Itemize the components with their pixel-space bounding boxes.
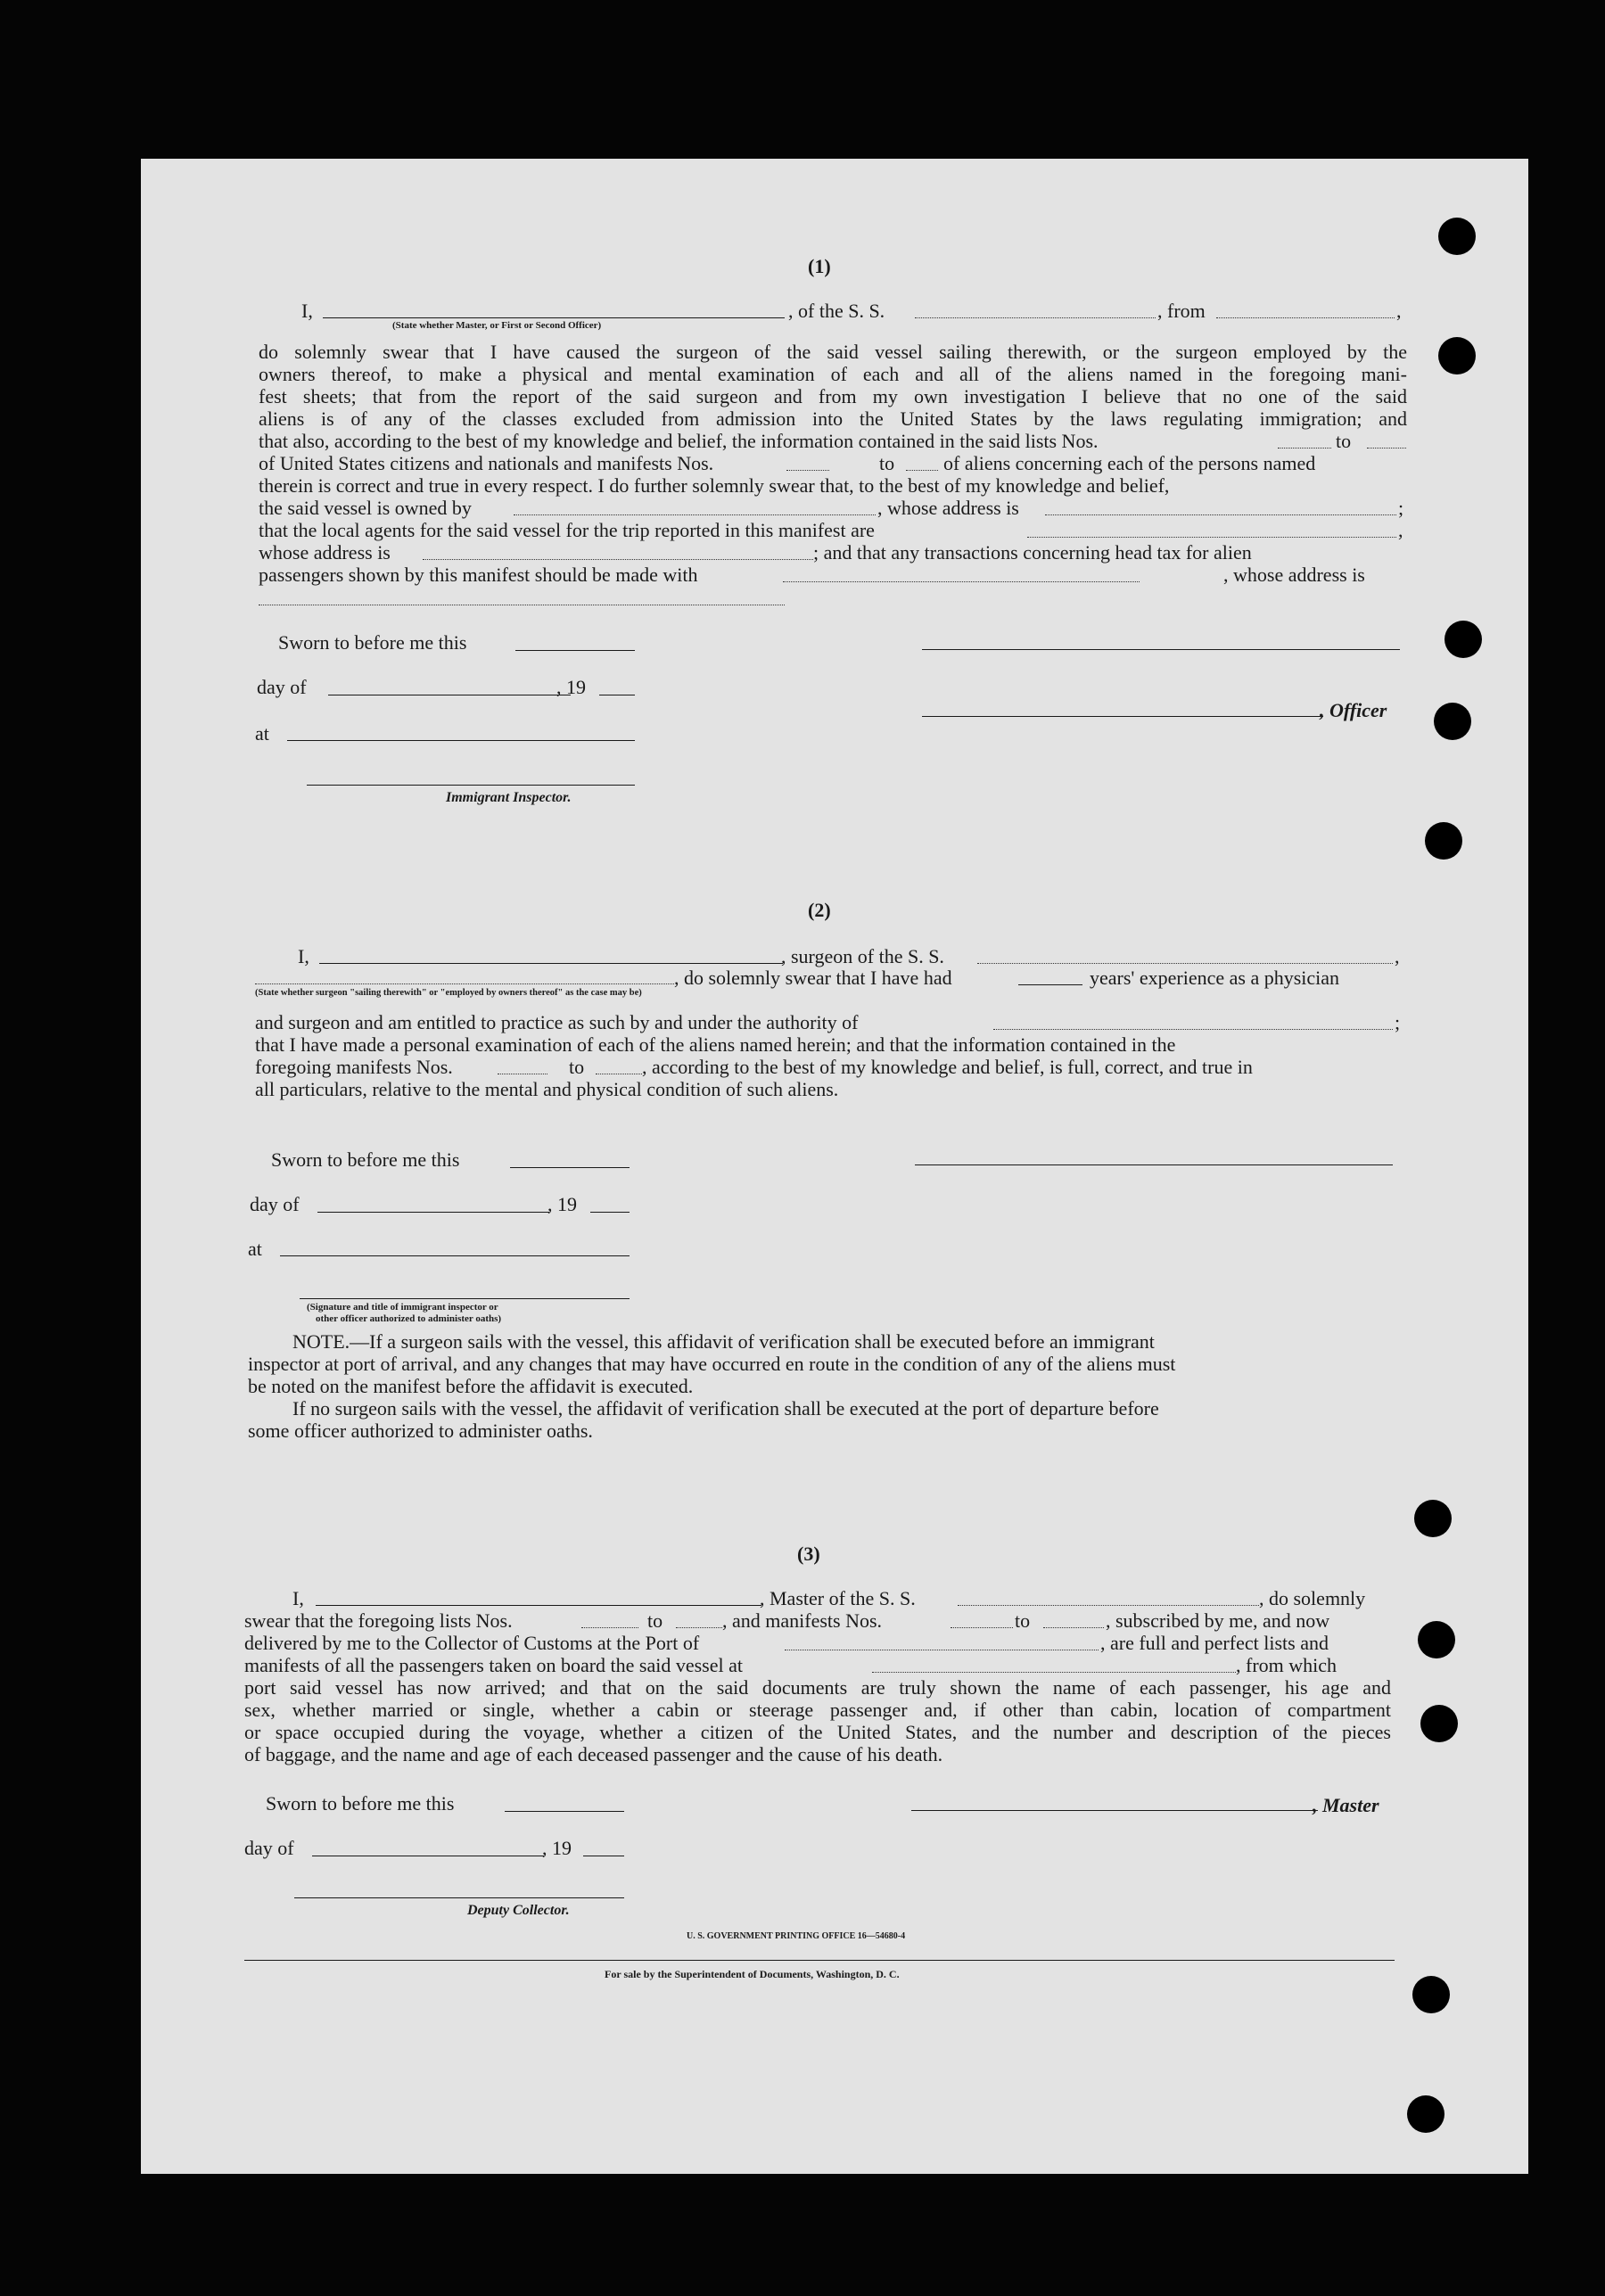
blank-field: [676, 1627, 722, 1628]
oath-line: , from: [1157, 300, 1206, 322]
oath-line: , surgeon of the S. S.: [781, 945, 944, 967]
blank-field: [1018, 984, 1082, 985]
oath-line: , are full and perfect lists and: [1100, 1632, 1329, 1654]
signature-hint: other officer authorized to administer oaths): [316, 1313, 502, 1324]
oath-line: , from which: [1236, 1654, 1338, 1676]
oath-line: to: [1015, 1609, 1031, 1632]
day-label: day of: [244, 1837, 294, 1859]
signature-line: [911, 1810, 1318, 1811]
field-hint: (State whether surgeon "sailing therewith" or "employed by owners thereof" as the case may be): [255, 988, 642, 998]
blank-field: [510, 1167, 630, 1168]
sworn-label: Sworn to before me this: [278, 631, 467, 654]
punch-hole: [1425, 822, 1462, 860]
oath-text-line: or space occupied during the voyage, whether a citizen of the United States, and the number and description of the pieces: [244, 1721, 1391, 1743]
signature-line: [294, 1897, 624, 1898]
note-line: be noted on the manifest before the affidavit is executed.: [248, 1375, 694, 1397]
section-number: (1): [808, 255, 831, 277]
signature-hint: (Signature and title of immigrant inspector or: [307, 1302, 498, 1313]
oath-text-line: owners thereof, to make a physical and mental examination of each and all of the aliens named in the foregoing mani-: [259, 363, 1407, 385]
oath-text-line: ; and that any transactions concerning head tax for alien: [813, 541, 1252, 564]
oath-text-line: that also, according to the best of my knowledge and belief, the information contained in the said lists Nos.: [259, 430, 1099, 452]
punch-hole: [1438, 218, 1476, 255]
oath-text-line: therein is correct and true in every respect. I do further solemnly swear that, to the best of my knowledge and belief,: [259, 474, 1170, 497]
blank-field: [786, 470, 829, 471]
oath-text-line: , whose address is: [877, 497, 1019, 519]
blank-field: [280, 1255, 630, 1256]
year-label: , 19: [547, 1193, 577, 1215]
oath-line: swear that the foregoing lists Nos.: [244, 1609, 513, 1632]
oath-line: , according to the best of my knowledge and belief, is full, correct, and true in: [642, 1056, 1253, 1078]
oath-line: and surgeon and am entitled to practice as such by and under the authority of: [255, 1011, 859, 1033]
oath-line: to: [569, 1056, 585, 1078]
sworn-label: Sworn to before me this: [271, 1148, 460, 1171]
year-label: , 19: [542, 1837, 572, 1859]
blank-field: [317, 1212, 549, 1213]
section-number: (2): [808, 899, 831, 921]
oath-paragraph: [259, 341, 1407, 430]
blank-field: [958, 1605, 1259, 1606]
footer-rule: [244, 1960, 1395, 1961]
day-label: day of: [250, 1193, 300, 1215]
oath-paragraph: [244, 1676, 1391, 1765]
blank-field: [1278, 448, 1331, 449]
blank-field: [255, 983, 674, 984]
blank-field: [581, 1627, 638, 1628]
oath-line: that I have made a personal examination of each of the aliens named herein; and that the information contained in the: [255, 1033, 1176, 1056]
signature-line: [922, 716, 1323, 717]
at-label: at: [255, 722, 269, 745]
blank-field: [951, 1627, 1013, 1628]
oath-line: ,: [1396, 300, 1402, 322]
oath-text-line: aliens is of any of the classes excluded from admission into the United States by the laws regulating immigration; and: [259, 407, 1407, 430]
sworn-label: Sworn to before me this: [266, 1792, 455, 1815]
blank-field: [1045, 514, 1396, 515]
oath-line: all particulars, relative to the mental and physical condition of such aliens.: [255, 1078, 839, 1100]
oath-text-line: the said vessel is owned by: [259, 497, 472, 519]
signature-line: [300, 1298, 630, 1299]
blank-field: [515, 650, 635, 651]
oath-line: ;: [1395, 1011, 1401, 1033]
printer-imprint: U. S. GOVERNMENT PRINTING OFFICE 16—54680-4: [687, 1931, 906, 1941]
oath-text-line: to: [1336, 430, 1352, 452]
punch-hole: [1414, 1500, 1452, 1537]
blank-field: [319, 963, 783, 964]
oath-line: I,: [298, 945, 309, 967]
oath-text-line: ;: [1398, 497, 1404, 519]
signature-line: [922, 649, 1400, 650]
officer-label: , Officer: [1320, 699, 1387, 721]
punch-hole: [1434, 703, 1471, 740]
oath-text-line: of United States citizens and nationals and manifests Nos.: [259, 452, 714, 474]
oath-line: , do solemnly: [1259, 1587, 1366, 1609]
master-label: , Master: [1313, 1794, 1379, 1816]
field-hint: (State whether Master, or First or Second Officer): [392, 320, 602, 331]
blank-field: [505, 1811, 624, 1812]
oath-text-line: , whose address is: [1223, 564, 1365, 586]
oath-text-line: whose address is: [259, 541, 391, 564]
inspector-label: Immigrant Inspector.: [446, 790, 572, 805]
punch-hole: [1418, 1621, 1455, 1658]
blank-field: [977, 963, 1393, 964]
blank-field: [906, 470, 938, 471]
blank-field: [514, 514, 876, 515]
oath-line: foregoing manifests Nos.: [255, 1056, 453, 1078]
oath-line: , and manifests Nos.: [722, 1609, 883, 1632]
punch-hole: [1438, 337, 1476, 374]
section-number: (3): [797, 1543, 820, 1565]
oath-line: ,: [1395, 945, 1400, 967]
oath-line: I,: [301, 300, 313, 322]
oath-line: delivered by me to the Collector of Customs at the Port of: [244, 1632, 700, 1654]
deputy-label: Deputy Collector.: [467, 1903, 570, 1918]
signature-line: [307, 785, 635, 786]
oath-text-line: of aliens concerning each of the persons named: [943, 452, 1316, 474]
blank-field: [1043, 1627, 1104, 1628]
oath-text-line: fest sheets; that from the report of the said surgeon and from my own investigation I believe that no one of the said: [259, 385, 1407, 407]
blank-field: [1367, 448, 1406, 449]
signature-line: [915, 1164, 1393, 1165]
note-line: NOTE.—If a surgeon sails with the vessel, this affidavit of verification shall be executed before an immigrant: [292, 1330, 1155, 1353]
oath-text-line: sex, whether married or single, whether a cabin or steerage passenger and, if other than cabin, location of compartment: [244, 1699, 1391, 1721]
day-label: day of: [257, 676, 307, 698]
punch-hole: [1407, 2095, 1444, 2133]
oath-line: I,: [292, 1587, 304, 1609]
oath-text-line: do solemnly swear that I have caused the surgeon of the said vessel sailing therewith, or the surgeon employed by the: [259, 341, 1407, 363]
oath-text-line: port said vessel has now arrived; and that on the said documents are truly shown the name of each passenger, his age and: [244, 1676, 1391, 1699]
blank-field: [590, 1212, 630, 1213]
oath-text-line: that the local agents for the said vessel for the trip reported in this manifest are: [259, 519, 875, 541]
blank-field: [423, 559, 813, 560]
blank-field: [323, 317, 785, 318]
blank-field: [316, 1605, 761, 1606]
at-label: at: [248, 1238, 262, 1260]
punch-hole: [1444, 621, 1482, 658]
oath-line: , Master of the S. S.: [760, 1587, 916, 1609]
blank-field: [1216, 317, 1395, 318]
oath-text-line: ,: [1398, 519, 1403, 541]
note-line: some officer authorized to administer oaths.: [248, 1420, 593, 1442]
blank-field: [287, 740, 635, 741]
note-line: If no surgeon sails with the vessel, the affidavit of verification shall be executed at the port of departure before: [292, 1397, 1159, 1420]
year-label: , 19: [556, 676, 586, 698]
oath-text-line: to: [879, 452, 895, 474]
oath-line: years' experience as a physician: [1090, 967, 1340, 989]
blank-field: [1027, 537, 1396, 538]
oath-text-line: passengers shown by this manifest should be made with: [259, 564, 698, 586]
oath-text-line: of baggage, and the name and age of each deceased passenger and the cause of his death.: [244, 1743, 943, 1765]
punch-hole: [1412, 1976, 1450, 2013]
blank-field: [872, 1672, 1236, 1673]
oath-line: , of the S. S.: [788, 300, 885, 322]
oath-line: , subscribed by me, and now: [1106, 1609, 1330, 1632]
oath-line: , do solemnly swear that I have had: [674, 967, 952, 989]
form-sheet: [141, 159, 1528, 2174]
sale-notice: For sale by the Superintendent of Documents, Washington, D. C.: [605, 1968, 900, 1980]
blank-field: [783, 581, 1140, 582]
oath-line: to: [647, 1609, 663, 1632]
note-line: inspector at port of arrival, and any changes that may have occurred en route in the condition of any of the aliens must: [248, 1353, 1176, 1375]
oath-line: manifests of all the passengers taken on board the said vessel at: [244, 1654, 744, 1676]
punch-hole: [1420, 1705, 1458, 1742]
blank-field: [993, 1029, 1393, 1030]
blank-field: [915, 317, 1156, 318]
